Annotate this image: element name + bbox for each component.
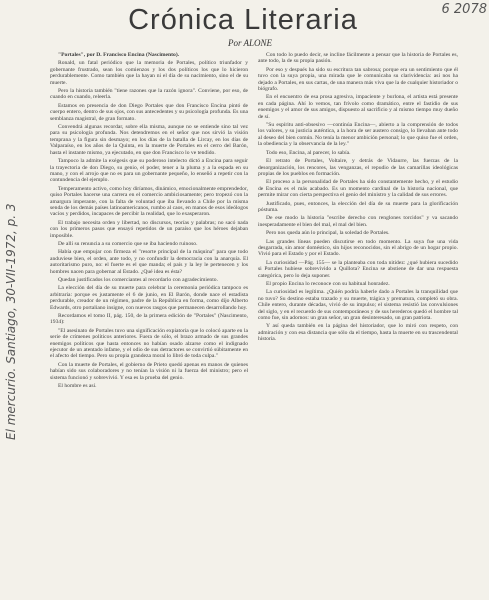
article-paragraph: Pero la historia también "tiene razones que la razón ignora". Conviene, por eso, de cuando en cuando, releerla. [50,88,248,101]
article-paragraph: Temperamento activo, como hoy diríamos, dinámico, emocionalmente emprendedor, quiso Portales hacerse una carrera en el comercio ambiciosamente; pero tropezó con la amargura imperante, con la falta de voluntad que iba llevando a Chile por la misma senda de los demás países latinoamericanos, rumbo al caos, en manos de esos ideólogos vacíos y perdidos, incapaces de percibir la realidad, que lo exasperaron. [50,185,248,218]
article-paragraph: "El asesinato de Portales tuvo una significación expiatoria que lo colocó aparte en la serie de crímenes políticos anteriores. Fuera de sólo, el brazo armado de sus grandes enemigos políticos que hasta entonces no habían osado alzarse como el indignado ejecutor de un atentado infame, y el odio de sus detractores se convirtió súbitamente en el afecto del tiempo. Pero su propia grandeza moral lo libró de toda culpa." [50,327,248,360]
handwritten-corner-note: 6 2078 [441,2,487,17]
article-paragraph: Convendrá algunas recordar, sobre ella misma, aunque no se entiende sino tal vez para su psicología profunda. Nos detendremos en el señor que nos sirvió la visión temprana y la figura sin desmayo; en los días de la batalla de Lircay, en los días de Valparaíso, en los años de la Quinta, en la muerte de Portales en el cerro del Barón, hasta el instante mismo, ya ejecutado, en que don Francisco lo ve tendido. [50,124,248,156]
article-paragraph: El hombre es así. [58,383,97,390]
article-paragraph: Recordamos el tomo II, pág. 150, de la primera edición de "Portales" (Nascimento, 1934): [50,313,248,326]
article-paragraph: "Su espíritu anti-obsesivo —continúa Encina—, abierto a la comprensión de todos los valores, y su justicia auténtica, a la hora de ser austero consigo, lo llevaban ante todo al deseo del bien común. No tenía la menor ambición personal; lo que quiso fue el orden, la obediencia y la observancia de la ley." [258,122,458,148]
article-paragraph: La elección del día de su muerte para celebrar la ceremonia periódica tampoco es arbitraria: porque es justamente el 6 de junio, en El Barón, donde nace el estadista perdurable, creador de un régimen, padre de la República en forma, como dijo Alberto Edwards, otro portaliano insigne, con nuevos rasgos que permanecen desarrollando hoy. [50,285,248,311]
article-paragraph: Ronald, un fatal periódico que la memoria de Portales, político triunfador y gobernante frustrado, sean los comienzos y los dos políticos los que lo hicieron perdurablemente. Como también que la hayan ni el día de su nacimiento, sino el de su muerte. [50,60,248,86]
article-paragraph: La curiosidad es legítima. ¿Quién podría haberle dado a Portales la tranquilidad que no tuvo? Su destino estaba trazado y su muerte, trágica y prematura, completó su obra. Chile entero, durante décadas, vivió de su impulso; el sistema resistió las convulsiones del siglo, y en el recuerdo de sus contemporáneos y de sus herederos quedó el hombre tal como fue, sin adornos: un gran señor, un gran desinteresado, un gran patriota. [258,289,458,322]
article-byline: Por ALONE [227,38,273,48]
article-paragraph: El retrato de Portales, Voltaire, y detrás de Vidaurre, las fuerzas de la desorganización, los rencores, las venganzas, el repudio de las camarillas ideológicas propias de los pueblos en formación. [258,158,458,177]
article-paragraph: De allí su renuncia a su comercio que se iba haciendo ruinoso. [58,240,198,247]
article-paragraph: El propio Encina lo reconoce con su habitual honradez. [266,281,390,287]
article-paragraph: Tampoco la admite la exégesis que su poderoso intelecto dictó a Encina para seguir la trayectoria de don Diego, su genio, el poder, tener a la pluma y a la espada en su mano, y con el arrojo que no es para un gobernante pequeño, lo enseñó a repetir con la contundencia del ejemplo. [50,158,248,184]
article-paragraph: Pero nos queda aún lo principal, la soledad de Portales. [266,230,390,237]
article-paragraph: En el encuentro de esa prosa agresiva, impaciente y burlona, el artista está presente en cada página. Ahí lo vemos, tan frívolo como dramático, entre el fastidio de sus enemigos y el amor de sus amigos, dispuesto al sacrificio y al mismo tiempo muy dueño de sí. [258,94,458,120]
article-paragraph: La curiosidad —Pág. 155— se la planteaba con toda nitidez: ¿qué hubiera sucedido si Portales hubiese sobrevivido a Quillota? Encina se abstiene de dar una respuesta categórica, pero lo deja suponer. [258,259,458,279]
article-paragraph: Con la muerte de Portales, el gobierno de Prieto quedó apenas en manos de quienes habían sido sus colaboradores y no tenían la visión ni la fuerza del ministro; pero el sistema funcionó y sobrevivió. Y esa es la prueba del genio. [50,361,248,381]
article-paragraph: Las grandes líneas pueden discutirse en todo momento. La suya fue una vida desgarrada, sin amor doméstico, sin hijos reconocidos, sin el abrigo de un hogar propio. Vivió para el Estado y por el Estado. [258,238,458,258]
article-paragraph: El proceso a la personalidad de Portales ha sido constantemente hecho, y el estudio de Encina es el más acabado. Es un momento cardinal de la historia nacional, que permite mirar con cierta perspectiva el genio del ministro y la calidad de sus errores. [258,179,458,199]
article-paragraph: Había que empujar con firmeza el "resorte principal de la máquina" para que todo anduviese bien, el orden, ante todo, y no confundir la democracia con la anarquía. El autoritarismo puro, no: el fuerte es el que manda; el país y la ley le pertenecen y los hombres nacen para gobernar al Estado. ¿Qué idea es ésta? [50,249,248,275]
article-paragraph: De ese modo la historia "escribe derecho con renglones torcidos" y va sacando inesperadamente el bien del mal, el mal del bien. [258,215,458,228]
handwritten-margin-note: El mercurio. Santiago, 30-VII-1972, p. 3 [4,203,18,440]
article-paragraph: Y así queda también en la página del historiador, que lo miró con respeto, con admiración y con esa distancia que sólo da el tiempo, hasta la muerte en su trascendental historia. [258,323,458,343]
article-column-left [50,52,248,592]
article-paragraph: Quedan justificados los comerciantes al recordarlo con agradecimiento. [58,277,218,283]
article-paragraph: Con todo lo puedo decir, se incline fácilmente a pensar que la historia de Portales es, ante todo, la de su propia pasión. [258,52,458,65]
article-paragraph: Estamos en presencia de don Diego Portales que don Francisco Encina pintó de cuerpo entero, dentro de sus ojos, con sus antecedentes y su psicología profunda. Es una semblanza magistral, de gran formato. [50,102,248,122]
article-paragraph: Justificado, pues, entonces, la elección del día de su muerte para la glorificación póstuma. [258,200,458,213]
article-paragraph: "Portales", por D. Francisco Encina (Nascimento). [58,52,180,58]
article-column-right [258,52,458,592]
article-title: Crónica Literaria [128,4,358,36]
article-paragraph: El trabajo necesita orden y libertad, no discursos, teorías y palabras; no sacó nada con los primeros pasos que ensayó repetidos de un paraíso que los héroes dejaban imposible. [50,219,248,239]
article-paragraph: Por eso y después ha sido su escritura tan sabrosa; porque era un sentimiento que él tuvo con la suya propia, una mirada que le comunicaba su clarividencia: así nos ha dejado a Portales, en sus cartas, de una manera más viva que la de cualquier historiador o biógrafo. [258,66,458,93]
article-paragraph: Todo eso, Encina, al parecer, lo sabía. [266,149,351,156]
